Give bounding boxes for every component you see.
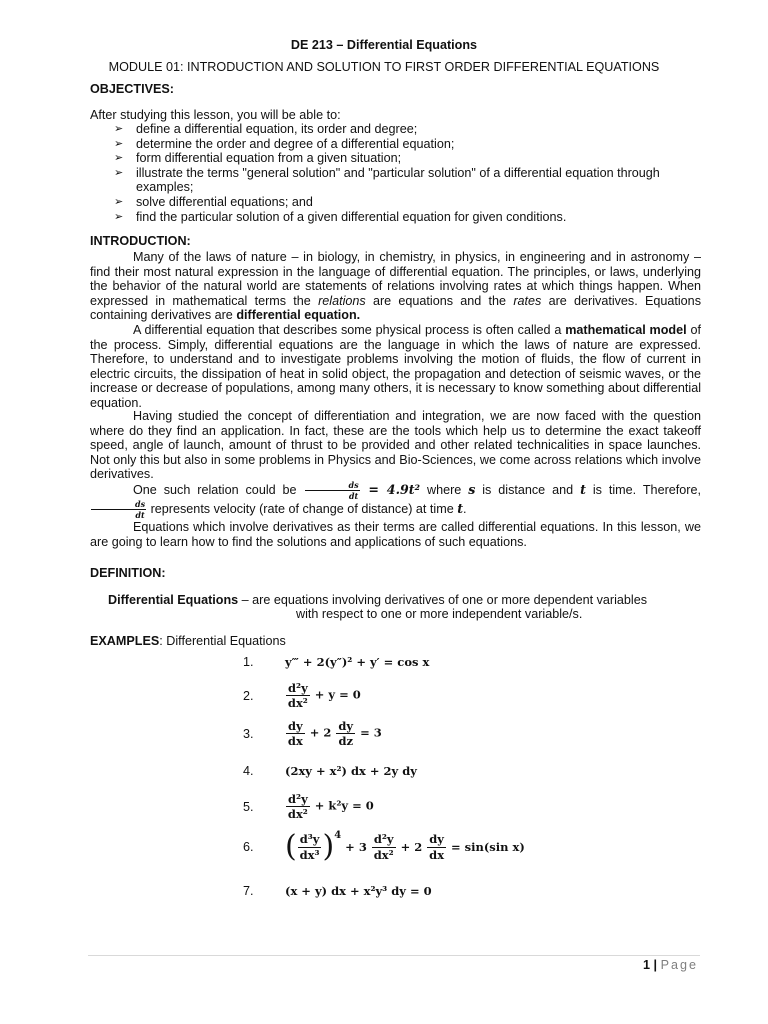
objectives-list xyxy=(114,122,674,224)
definition-text: Differential Equations – are equations involving derivatives of one or more dependent variables xyxy=(108,593,648,607)
list-item: ➢ find the particular solution of a given differential equation for given conditions. xyxy=(114,209,567,224)
example-5: 5. $\frac{\text{d²y}}{\text{dx²}}$ + k²y = 0 xyxy=(243,792,374,822)
arrow-bullet-icon: ➢ xyxy=(114,166,124,179)
introduction-heading: INTRODUCTION: xyxy=(90,234,191,248)
list-item: ➢ define a differential equation, its order and degree; xyxy=(114,122,418,136)
ds-dt-fraction: $\frac{ds}{dt}$ xyxy=(91,500,146,519)
list-item: ➢ solve differential equations; and xyxy=(114,194,313,209)
definition-heading: DEFINITION: xyxy=(90,566,166,580)
intro-paragraph-5: Equations which involve derivatives as their terms are called differential equations. In this lesson, we are going to learn how to find the solutions and applications of such equations. xyxy=(90,520,701,549)
example-7: 7. (x + y) dx + x²y³ dy = 0 xyxy=(243,884,432,898)
module-title: MODULE 01: INTRODUCTION AND SOLUTION TO FIRST ORDER DIFFERENTIAL EQUATIONS xyxy=(108,60,660,74)
intro-paragraph-3: Having studied the concept of differentiation and integration, we are now faced with the question where do they find an application. In fact, these are the tools which help us to determine the exact takeoff speed, angle of launch, amount of thrust to be provided and other related technicalities in space launches. Not only this but also in some problems in Physics and Bio-Sciences, we come across relations which involve derivatives. xyxy=(90,409,701,482)
arrow-bullet-icon: ➢ xyxy=(114,137,124,150)
intro-paragraph-2: A differential equation that describes some physical process is often called a mathematical model of the process. Simply, differential equations are the language in which the laws of nature are expressed. Therefore, to understand and to investigate problems involving the motion of fluids, the flow of current in electric circuits, the dissipation of heat in solid object, the propagation and detection of seismic waves, or the increase or decrease of populations, among many others, it is necessary to know something about differential equation. xyxy=(90,323,701,410)
arrow-bullet-icon: ➢ xyxy=(114,152,124,165)
objectives-heading: OBJECTIVES: xyxy=(90,82,174,96)
intro-paragraph-1: Many of the laws of nature – in biology, in chemistry, in physics, in engineering and in astronomy – find their most natural expression in the language of differential equation. The principles, or laws, underlying the behavior of the natural world are statements of relations involving rates at which things happen. When expressed in mathematical terms the relations are equations and the rates are derivatives. Equations containing derivatives are differential equation. xyxy=(90,250,701,323)
ds-dt-fraction: $\frac{ds}{dt}$ xyxy=(305,481,360,500)
page-footer: 1 | Page xyxy=(643,958,698,972)
example-6: 6. ( d³y dx³ ) 4 + 3 d²y dx² + 2 $\frac{dy}{dx}$ = sin(sin x) xyxy=(243,829,525,864)
examples-heading: EXAMPLES: Differential Equations xyxy=(90,634,286,648)
arrow-bullet-icon: ➢ xyxy=(114,210,124,223)
example-2: 2. $\frac{\text{d²y}}{\text{dx²}}$ + y = 0 xyxy=(243,681,361,711)
course-title: DE 213 – Differential Equations xyxy=(290,38,478,52)
list-item: ➢ form differential equation from a given situation; xyxy=(114,151,402,166)
list-item: ➢ illustrate the terms "general solution" and "particular solution" of a differential equation through examples; xyxy=(114,165,660,195)
intro-paragraph-4: One such relation could be $\frac{ds}{dt}$ = 4.9t² where s is distance and t is time. Therefore, $\frac{ds}{dt}$ represents velocity (rate of change of distance) at time t. xyxy=(90,481,701,519)
definition-text-2: with respect to one or more independent variable/s. xyxy=(296,607,583,621)
example-4: 4. (2xy + x²) dx + 2y dy xyxy=(243,764,417,778)
footer-divider xyxy=(88,955,700,956)
example-3: 3. $\frac{dy}{dx}$ + 2 $\frac{dy}{dz}$ = 3 xyxy=(243,719,382,749)
list-item: ➢ determine the order and degree of a differential equation; xyxy=(114,136,455,151)
objectives-lead: After studying this lesson, you will be able to: xyxy=(90,108,341,122)
arrow-bullet-icon: ➢ xyxy=(114,123,124,135)
arrow-bullet-icon: ➢ xyxy=(114,195,124,208)
example-1: 1. y‴ + 2(y″)² + y′ = cos x xyxy=(243,655,430,669)
